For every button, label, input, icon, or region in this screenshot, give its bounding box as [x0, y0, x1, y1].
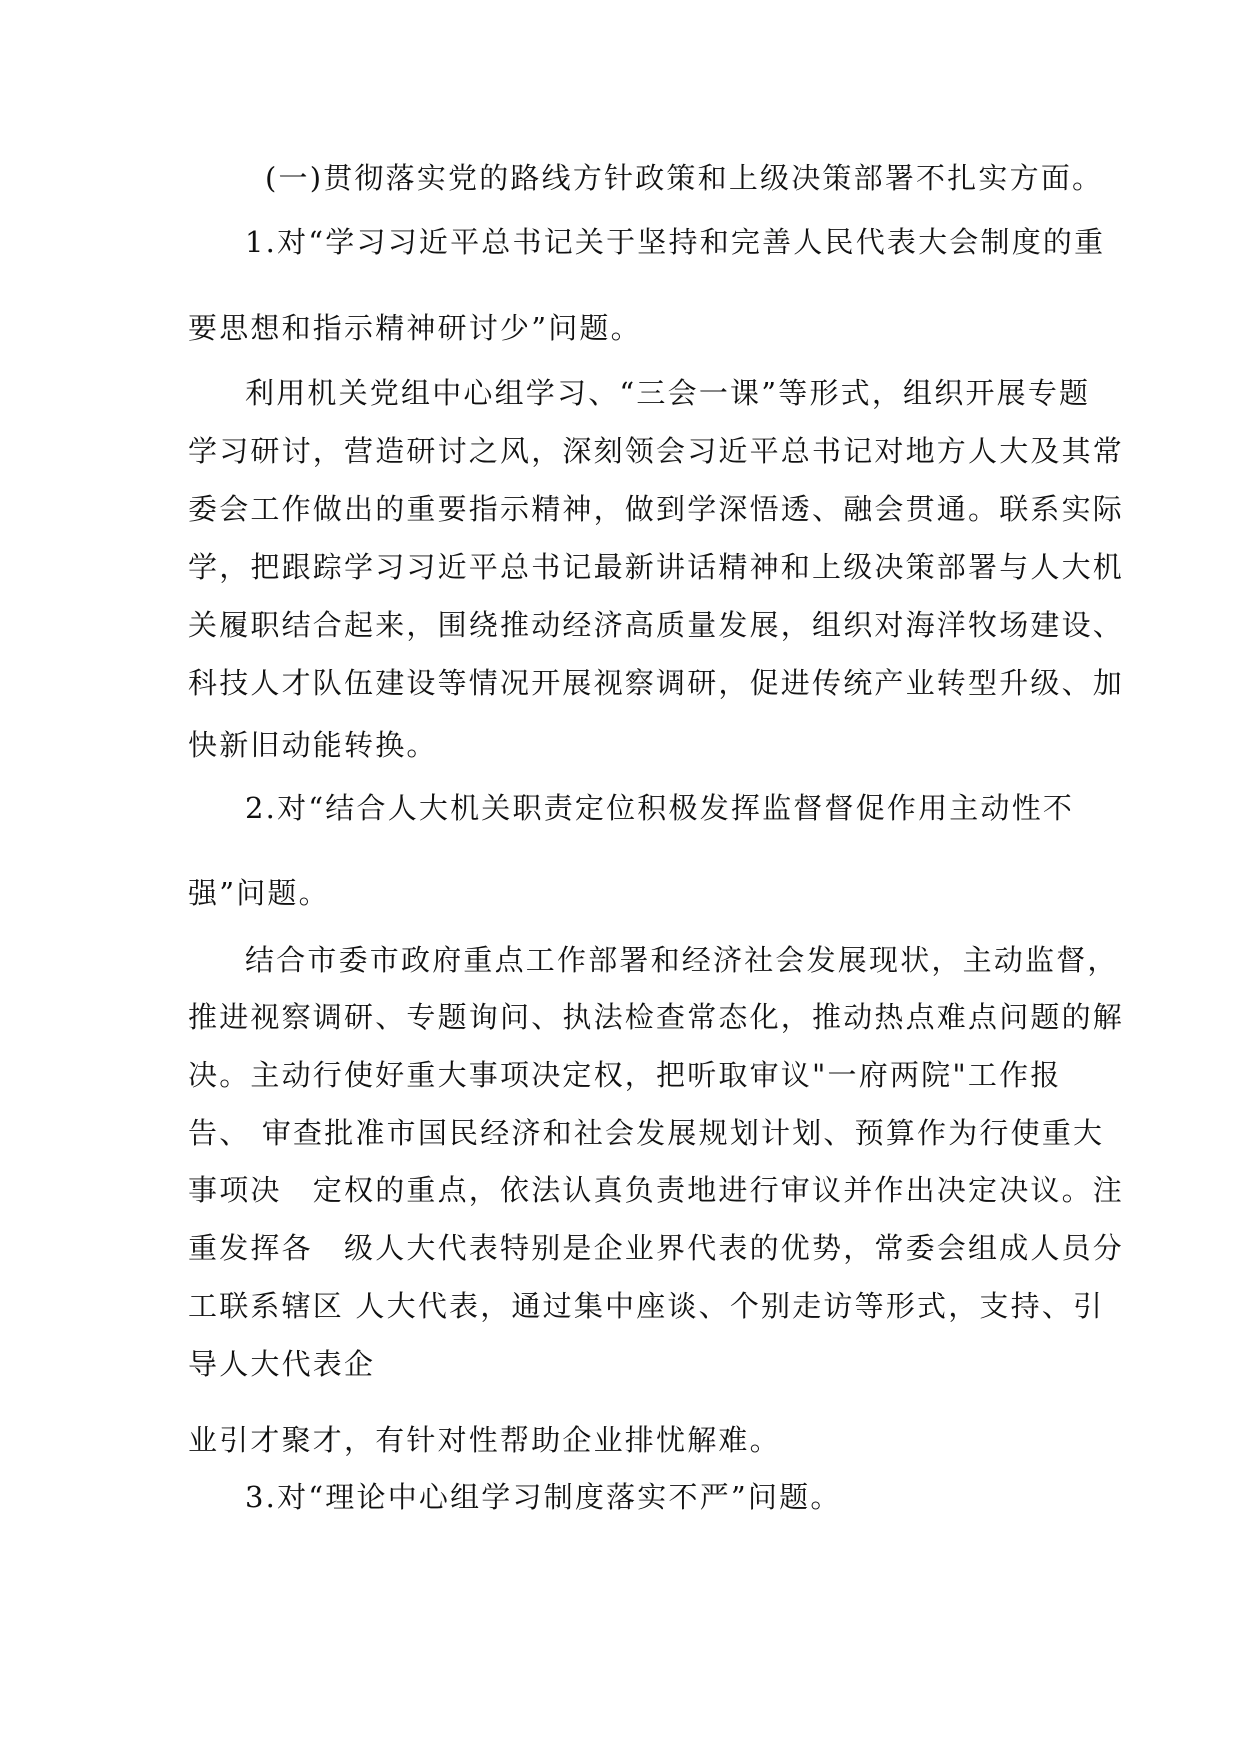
item-2-title-cont: 强”问题。 — [188, 876, 330, 910]
paragraph-1-line-4: 学，把跟踪学习习近平总书记最新讲话精神和上级决策部署与人大机 — [188, 550, 1125, 584]
paragraph-2-line-3: 决。主动行使好重大事项决定权，把听取审议"一府两院"工作报 — [188, 1058, 1062, 1092]
paragraph-1-line-1: 利用机关党组中心组学习、“三会一课”等形式，组织开展专题 — [245, 376, 1091, 410]
paragraph-1-line-5: 关履职结合起来，围绕推动经济高质量发展，组织对海洋牧场建设、 — [188, 608, 1125, 642]
paragraph-2-line-2: 推进视察调研、专题询问、执法检查常态化，推动热点难点问题的解 — [188, 1000, 1125, 1034]
paragraph-2-line-4: 告、 审查批准市国民经济和社会发展规划计划、预算作为行使重大 — [188, 1116, 1105, 1150]
section-heading: (一)贯彻落实党的路线方针政策和上级决策部署不扎实方面。 — [265, 161, 1104, 195]
paragraph-1-line-3: 委会工作做出的重要指示精神，做到学深悟透、融会贯通。联系实际 — [188, 492, 1125, 526]
item-1-title-cont: 要思想和指示精神研讨少”问题。 — [188, 311, 642, 345]
item-2-title: 2.对“结合人大机关职责定位积极发挥监督督促作用主动性不 — [245, 791, 1075, 825]
paragraph-1-line-2: 学习研讨，营造研讨之风，深刻领会习近平总书记对地方人大及其常 — [188, 434, 1125, 468]
item-3-title: 3.对“理论中心组学习制度落实不严”问题。 — [245, 1480, 842, 1514]
paragraph-2-line-5: 事项决 定权的重点，依法认真负责地进行审议并作出决定决议。注 — [188, 1173, 1125, 1207]
paragraph-1-line-7: 快新旧动能转换。 — [188, 728, 438, 762]
paragraph-1-line-6: 科技人才队伍建设等情况开展视察调研，促进传统产业转型升级、加 — [188, 666, 1125, 700]
paragraph-2-line-9: 业引才聚才，有针对性帮助企业排忧解难。 — [188, 1423, 781, 1457]
paragraph-2-line-7: 工联系辖区 人大代表，通过集中座谈、个别走访等形式，支持、引 — [188, 1289, 1105, 1323]
paragraph-2-line-1: 结合市委市政府重点工作部署和经济社会发展现状，主动监督， — [245, 943, 1119, 977]
item-1-title: 1.对“学习习近平总书记关于坚持和完善人民代表大会制度的重 — [245, 225, 1106, 259]
paragraph-2-line-6: 重发挥各 级人大代表特别是企业界代表的优势，常委会组成人员分 — [188, 1231, 1125, 1265]
paragraph-2-line-8: 导人大代表企 — [188, 1347, 376, 1381]
